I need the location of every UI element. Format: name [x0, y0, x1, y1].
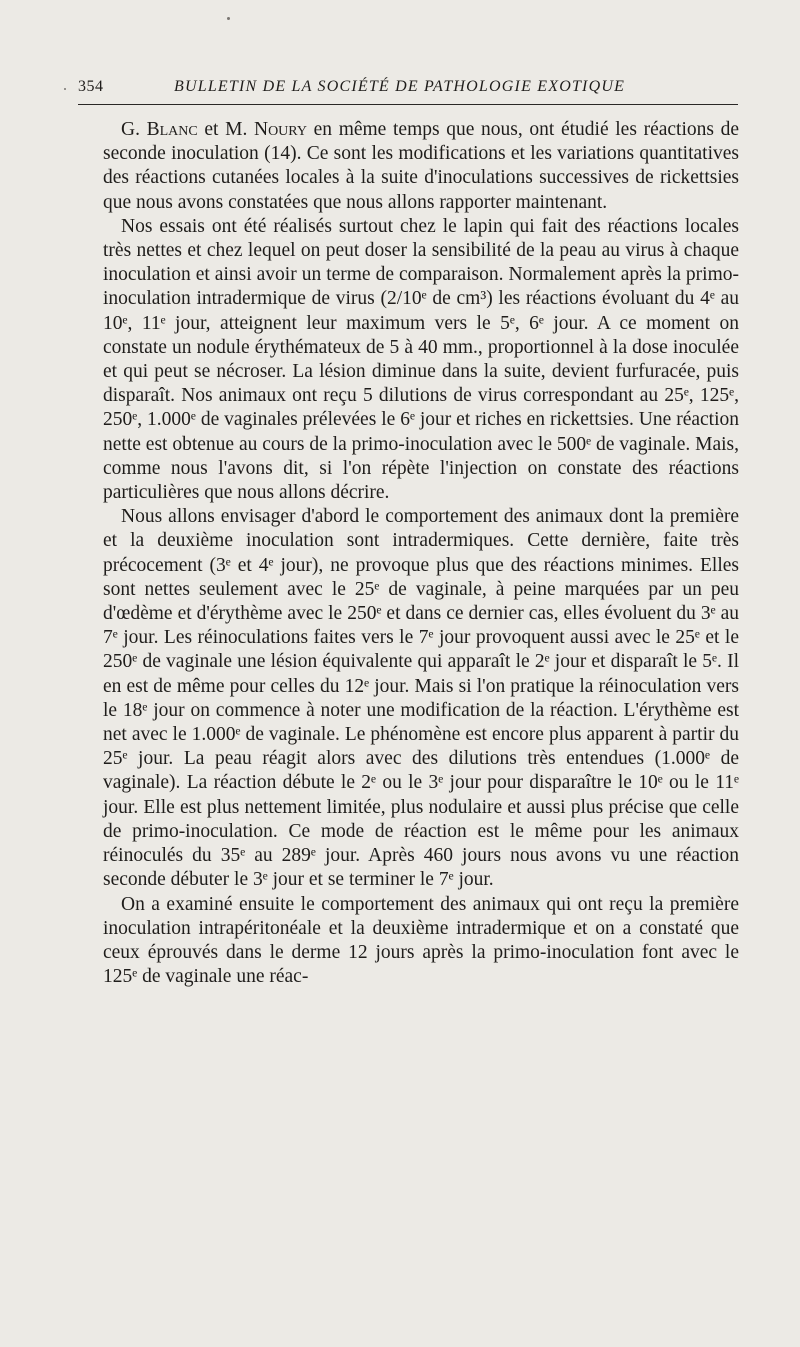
running-header [78, 75, 738, 99]
paragraph [103, 118, 739, 215]
body-text [103, 118, 739, 989]
paper-speck [64, 88, 66, 90]
paragraph: On a examiné ensuite le comportement des animaux qui ont reçu la première inoculation intrapéritonéale et la deuxième intradermique et on a constaté que ceux éprouvés dans le derme 12 jours après la primo-inoculation font avec le 125ᵉ de vaginale une réac- [103, 893, 739, 988]
paper-speck [227, 17, 230, 20]
paragraph: Nos essais ont été réalisés surtout chez le lapin qui fait des réactions locales très nettes et chez lequel on peut doser la sensibilité de la peau au virus à chaque inoculation et ainsi avoir un terme de comparaison. Normalement après la primo-inoculation intradermique de virus (2/10ᵉ de cm³) les réactions évoluant du 4ᵉ au 10ᵉ, 11ᵉ jour, atteignent leur maximum vers le 5ᵉ, 6ᵉ jour. A ce moment on constate un nodule érythémateux de 5 à 40 mm., proportionnel à la dose inoculée et qui peut se nécroser. La lésion diminue dans la suite, devient furfuracée, puis disparaît. Nos animaux ont reçu 5 dilutions de virus correspondant au 25ᵉ, 125ᵉ, 250ᵉ, 1.000ᵉ de vaginales prélevées le 6ᵉ jour et riches en rickettsies. Une réaction nette est obtenue au cours de la primo-inoculation avec le 500ᵉ de vaginale. Mais, comme nous l'avons dit, si l'on répète l'injection on constate des réactions particulières que nous allons décrire. [103, 215, 739, 504]
header-rule [78, 104, 738, 105]
author-name: M. Noury [225, 119, 307, 140]
running-title: BULLETIN DE LA SOCIÉTÉ DE PATHOLOGIE EXOTIQUE [174, 78, 626, 95]
author-joiner: et [197, 119, 226, 140]
author-name: G. Blanc [121, 119, 198, 140]
page-number: 354 [78, 78, 104, 95]
paragraph-text: en même temps que nous, ont étudié les réactions de seconde inoculation (14). Ce sont les modifications et les variations quantitatives des réactions cutanées locales à la suite d'inoculations successives de rickettsies que nous avons constatées que nous allons rapporter maintenant. [103, 119, 740, 213]
paragraph: Nous allons envisager d'abord le comportement des animaux dont la première et la deuxième inoculation sont intradermiques. Cette dernière, faite très précocement (3ᵉ et 4ᵉ jour), ne provoque plus que des réactions minimes. Elles sont nettes seulement avec le 25ᵉ de vaginale, à peine marquées par un peu d'œdème et d'érythème avec le 250ᵉ et dans ce dernier cas, elles évoluent du 3ᵉ au 7ᵉ jour. Les réinoculations faites vers le 7ᵉ jour provoquent aussi avec le 25ᵉ et le 250ᵉ de vaginale une lésion équivalente qui apparaît le 2ᵉ jour et disparaît le 5ᵉ. Il en est de même pour celles du 12ᵉ jour. Mais si l'on pratique la réinoculation vers le 18ᵉ jour on commence à noter une modification de la réaction. L'érythème est net avec le 1.000ᵉ de vaginale. Le phénomène est encore plus apparent à partir du 25ᵉ jour. La peau réagit alors avec des dilutions très entendues (1.000ᵉ de vaginale). La réaction débute le 2ᵉ ou le 3ᵉ jour pour disparaître le 10ᵉ ou le 11ᵉ jour. Elle est plus nettement limitée, plus nodulaire et aussi plus précise que celle de primo-inoculation. Ce mode de réaction est le même pour les animaux réinoculés du 35ᵉ au 289ᵉ jour. Après 460 jours nous avons vu une réaction seconde débuter le 3ᵉ jour et se terminer le 7ᵉ jour. [103, 506, 739, 891]
